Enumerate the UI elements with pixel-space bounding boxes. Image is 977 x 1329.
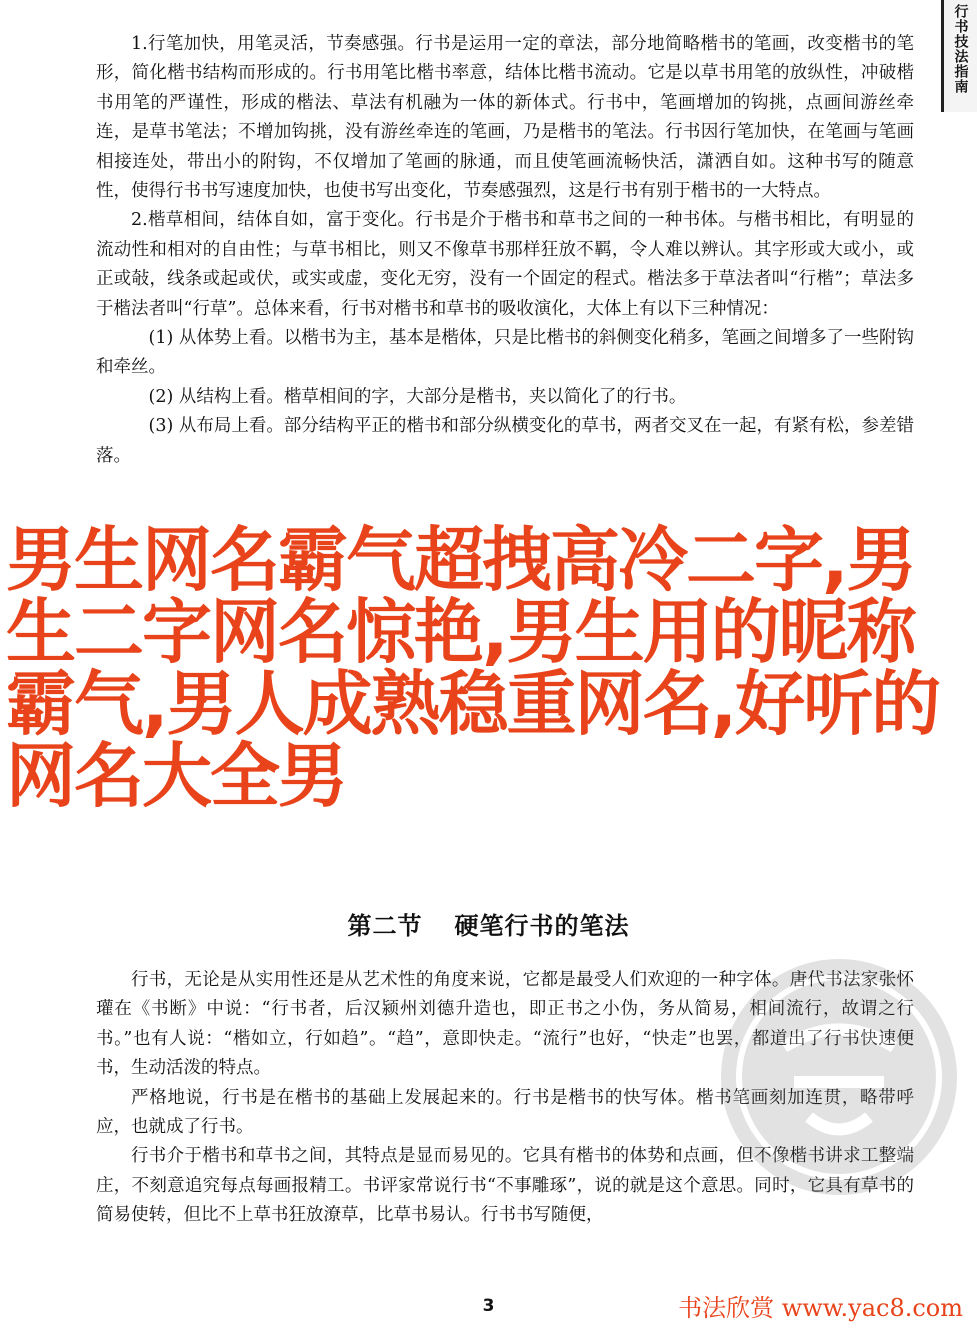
overlay-headline: 男生网名霸气超拽高冷二字,男生二字网名惊艳,男生用的昵称霸气,男人成熟稳重网名,好听的网名大全男	[6, 519, 940, 817]
paragraph: 2.楷草相间，结体自如，富于变化。行书是介于楷书和草书之间的一种书体。与楷书相比，有明显的流动性和相对的自由性；与草书相比，则又不像草书那样狂放不羁，令人难以辨认。其字形或大或小，或正或敧，线条或起或伏，或实或虚，变化无穷，没有一个固定的程式。楷法多于草法者叫“行楷”；草法多于楷法者叫“行草”。总体来看，行书对楷书和草书的吸收演化，大体上有以下三种情况：	[96, 210, 914, 319]
page-number: 3	[482, 1296, 495, 1316]
paragraph: 1.行笔加快，用笔灵活，节奏感强。行书是运用一定的章法，部分地简略楷书的笔画，改变楷书的笔形，简化楷书结构而形成的。行书用笔比楷书率意，结体比楷书流动。它是以草书用笔的放纵性，冲破楷书用笔的严谨性，形成的楷法、草法有机融为一体的新体式。行书中，笔画增加的钩挑，点画间游丝牵连，是草书笔法；不增加钩挑，没有游丝牵连的笔画，乃是楷书的笔法。行书因行笔加快，在笔画与笔画相接连处，带出小的附钩，不仅增加了笔画的脉通，而且使笔画流畅快活，潇洒自如。这种书写的随意性，使得行书书写速度加快，也使书写出变化，节奏感强烈，这是行书有别于楷书的一大特点。	[96, 34, 914, 202]
section-number: 第二节	[347, 912, 423, 940]
section-title	[0, 906, 977, 941]
upper-body-text	[96, 30, 914, 471]
side-tab-label: 行书技法指南	[952, 4, 969, 94]
chapter-side-tab	[941, 0, 977, 112]
paragraph: 行书，无论是从实用性还是从艺术性的角度来说，它都是最受人们欢迎的一种字体。唐代书法家张怀瓘在《书断》中说：“行书者，后汉颍州刘德升造也，即正书之小伪，务从简易，相间流行，故谓之行书。”也有人说：“楷如立，行如趋”。“趋”，意即快走。“流行”也好，“快走”也罢，都道出了行书快速便书，生动活泼的特点。	[96, 970, 914, 1079]
paragraph: (3) 从布局上看。部分结构平正的楷书和部分纵横变化的草书，两者交叉在一起，有紧有松，参差错落。	[96, 416, 914, 466]
paragraph: (2) 从结构上看。楷草相间的字，大部分是楷书，夹以简化了的行书。	[148, 386, 687, 407]
seal-watermark-icon	[714, 952, 964, 1202]
site-watermark: 书法欣赏 www.yac8.com	[678, 1294, 963, 1322]
section-name: 硬笔行书的笔法	[454, 912, 630, 940]
paragraph: 行书介于楷书和草书之间，其特点是显而易见的。它具有楷书的体势和点画，但不像楷书讲求工整端庄，不刻意追究每点每画报精工。书评家常说行书“不事雕琢”，说的就是这个意思。同时，它具有草书的简易使转，但比不上草书狂放潦草，比草书易认。行书书写随便，	[96, 1146, 914, 1226]
paragraph: 严格地说，行书是在楷书的基础上发展起来的。行书是楷书的快写体。楷书笔画刻加连贯，略带呼应，也就成了行书。	[96, 1087, 914, 1138]
paragraph: (1) 从体势上看。以楷书为主，基本是楷体，只是比楷书的斜侧变化稍多，笔画之间增多了一些附钩和牵丝。	[96, 328, 914, 378]
